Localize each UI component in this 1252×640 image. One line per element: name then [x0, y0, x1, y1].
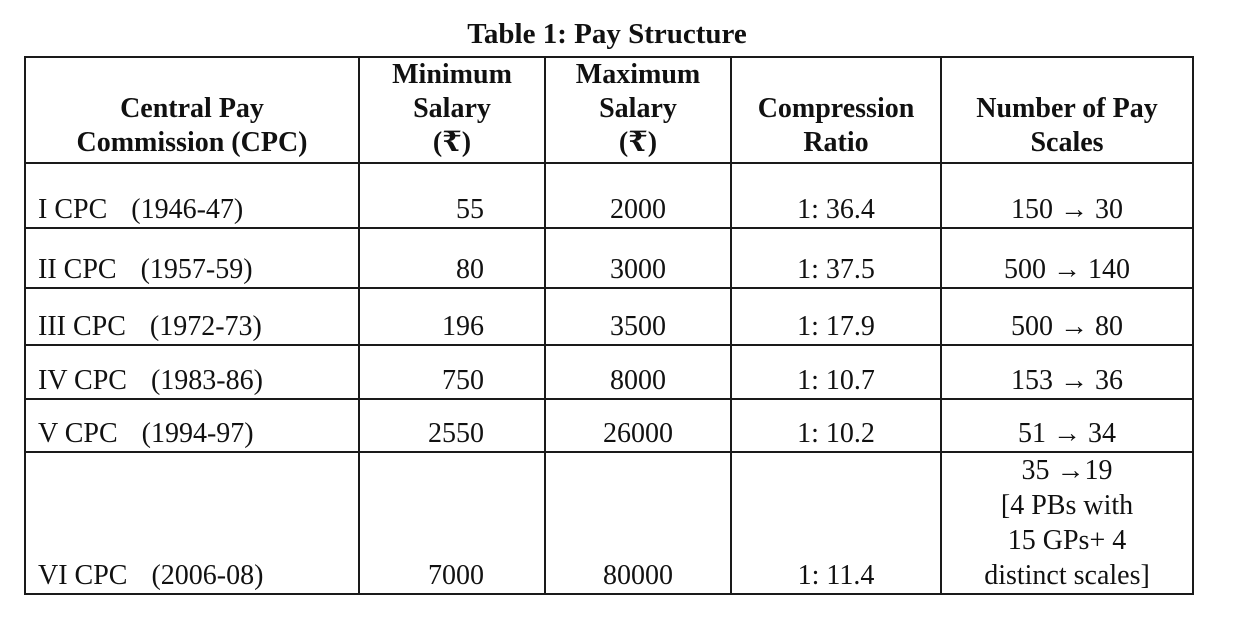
- scales-cell: 500 → 80: [941, 288, 1193, 345]
- header-max-salary: Maximum Salary (₹): [545, 57, 731, 163]
- scales-cell: 500 → 140: [941, 228, 1193, 288]
- max-salary-cell: 8000: [545, 345, 731, 399]
- table-row: [25, 345, 1193, 399]
- table-row: [25, 288, 1193, 345]
- ratio-cell: 1: 17.9: [731, 288, 941, 345]
- ratio-cell: 1: 10.7: [731, 345, 941, 399]
- table-row: [25, 228, 1193, 288]
- cpc-cell: V CPC (1994-97): [25, 399, 359, 452]
- cpc-cell: I CPC (1946-47): [25, 163, 359, 228]
- max-salary-cell: 2000: [545, 163, 731, 228]
- ratio-cell: 1: 10.2: [731, 399, 941, 452]
- arrow-right-icon: →: [1053, 418, 1081, 449]
- cpc-cell: VI CPC (2006-08): [25, 452, 359, 594]
- min-salary-cell: 2550: [359, 399, 545, 452]
- arrow-right-icon: →: [1056, 455, 1085, 486]
- scales-cell: 35 →19 [4 PBs with 15 GPs+ 4 distinct scales]: [941, 452, 1193, 594]
- table-row: [25, 163, 1193, 228]
- header-pay-scales: Number of Pay Scales: [941, 57, 1193, 163]
- arrow-right-icon: →: [1053, 254, 1081, 285]
- cpc-cell: II CPC (1957-59): [25, 228, 359, 288]
- cpc-cell: III CPC (1972-73): [25, 288, 359, 345]
- arrow-right-icon: →: [1060, 365, 1088, 396]
- scales-cell: 150 → 30: [941, 163, 1193, 228]
- ratio-cell: 1: 36.4: [731, 163, 941, 228]
- ratio-cell: 1: 11.4: [731, 452, 941, 594]
- arrow-right-icon: →: [1060, 194, 1088, 225]
- max-salary-cell: 3500: [545, 288, 731, 345]
- table-row: [25, 399, 1193, 452]
- arrow-right-icon: →: [1060, 311, 1088, 342]
- min-salary-cell: 80: [359, 228, 545, 288]
- max-salary-cell: 80000: [545, 452, 731, 594]
- header-min-salary: Minimum Salary (₹): [359, 57, 545, 163]
- min-salary-cell: 7000: [359, 452, 545, 594]
- min-salary-cell: 55: [359, 163, 545, 228]
- header-cpc: Central Pay Commission (CPC): [25, 57, 359, 163]
- min-salary-cell: 750: [359, 345, 545, 399]
- header-row: [25, 57, 1193, 163]
- table-title: Table 1: Pay Structure: [467, 18, 747, 50]
- scales-cell: 51 → 34: [941, 399, 1193, 452]
- scales-cell: 153 → 36: [941, 345, 1193, 399]
- table-row: [25, 452, 1193, 594]
- pay-structure-table: [24, 56, 1194, 595]
- header-compression-ratio: Compression Ratio: [731, 57, 941, 163]
- cpc-cell: IV CPC (1983-86): [25, 345, 359, 399]
- min-salary-cell: 196: [359, 288, 545, 345]
- max-salary-cell: 3000: [545, 228, 731, 288]
- max-salary-cell: 26000: [545, 399, 731, 452]
- ratio-cell: 1: 37.5: [731, 228, 941, 288]
